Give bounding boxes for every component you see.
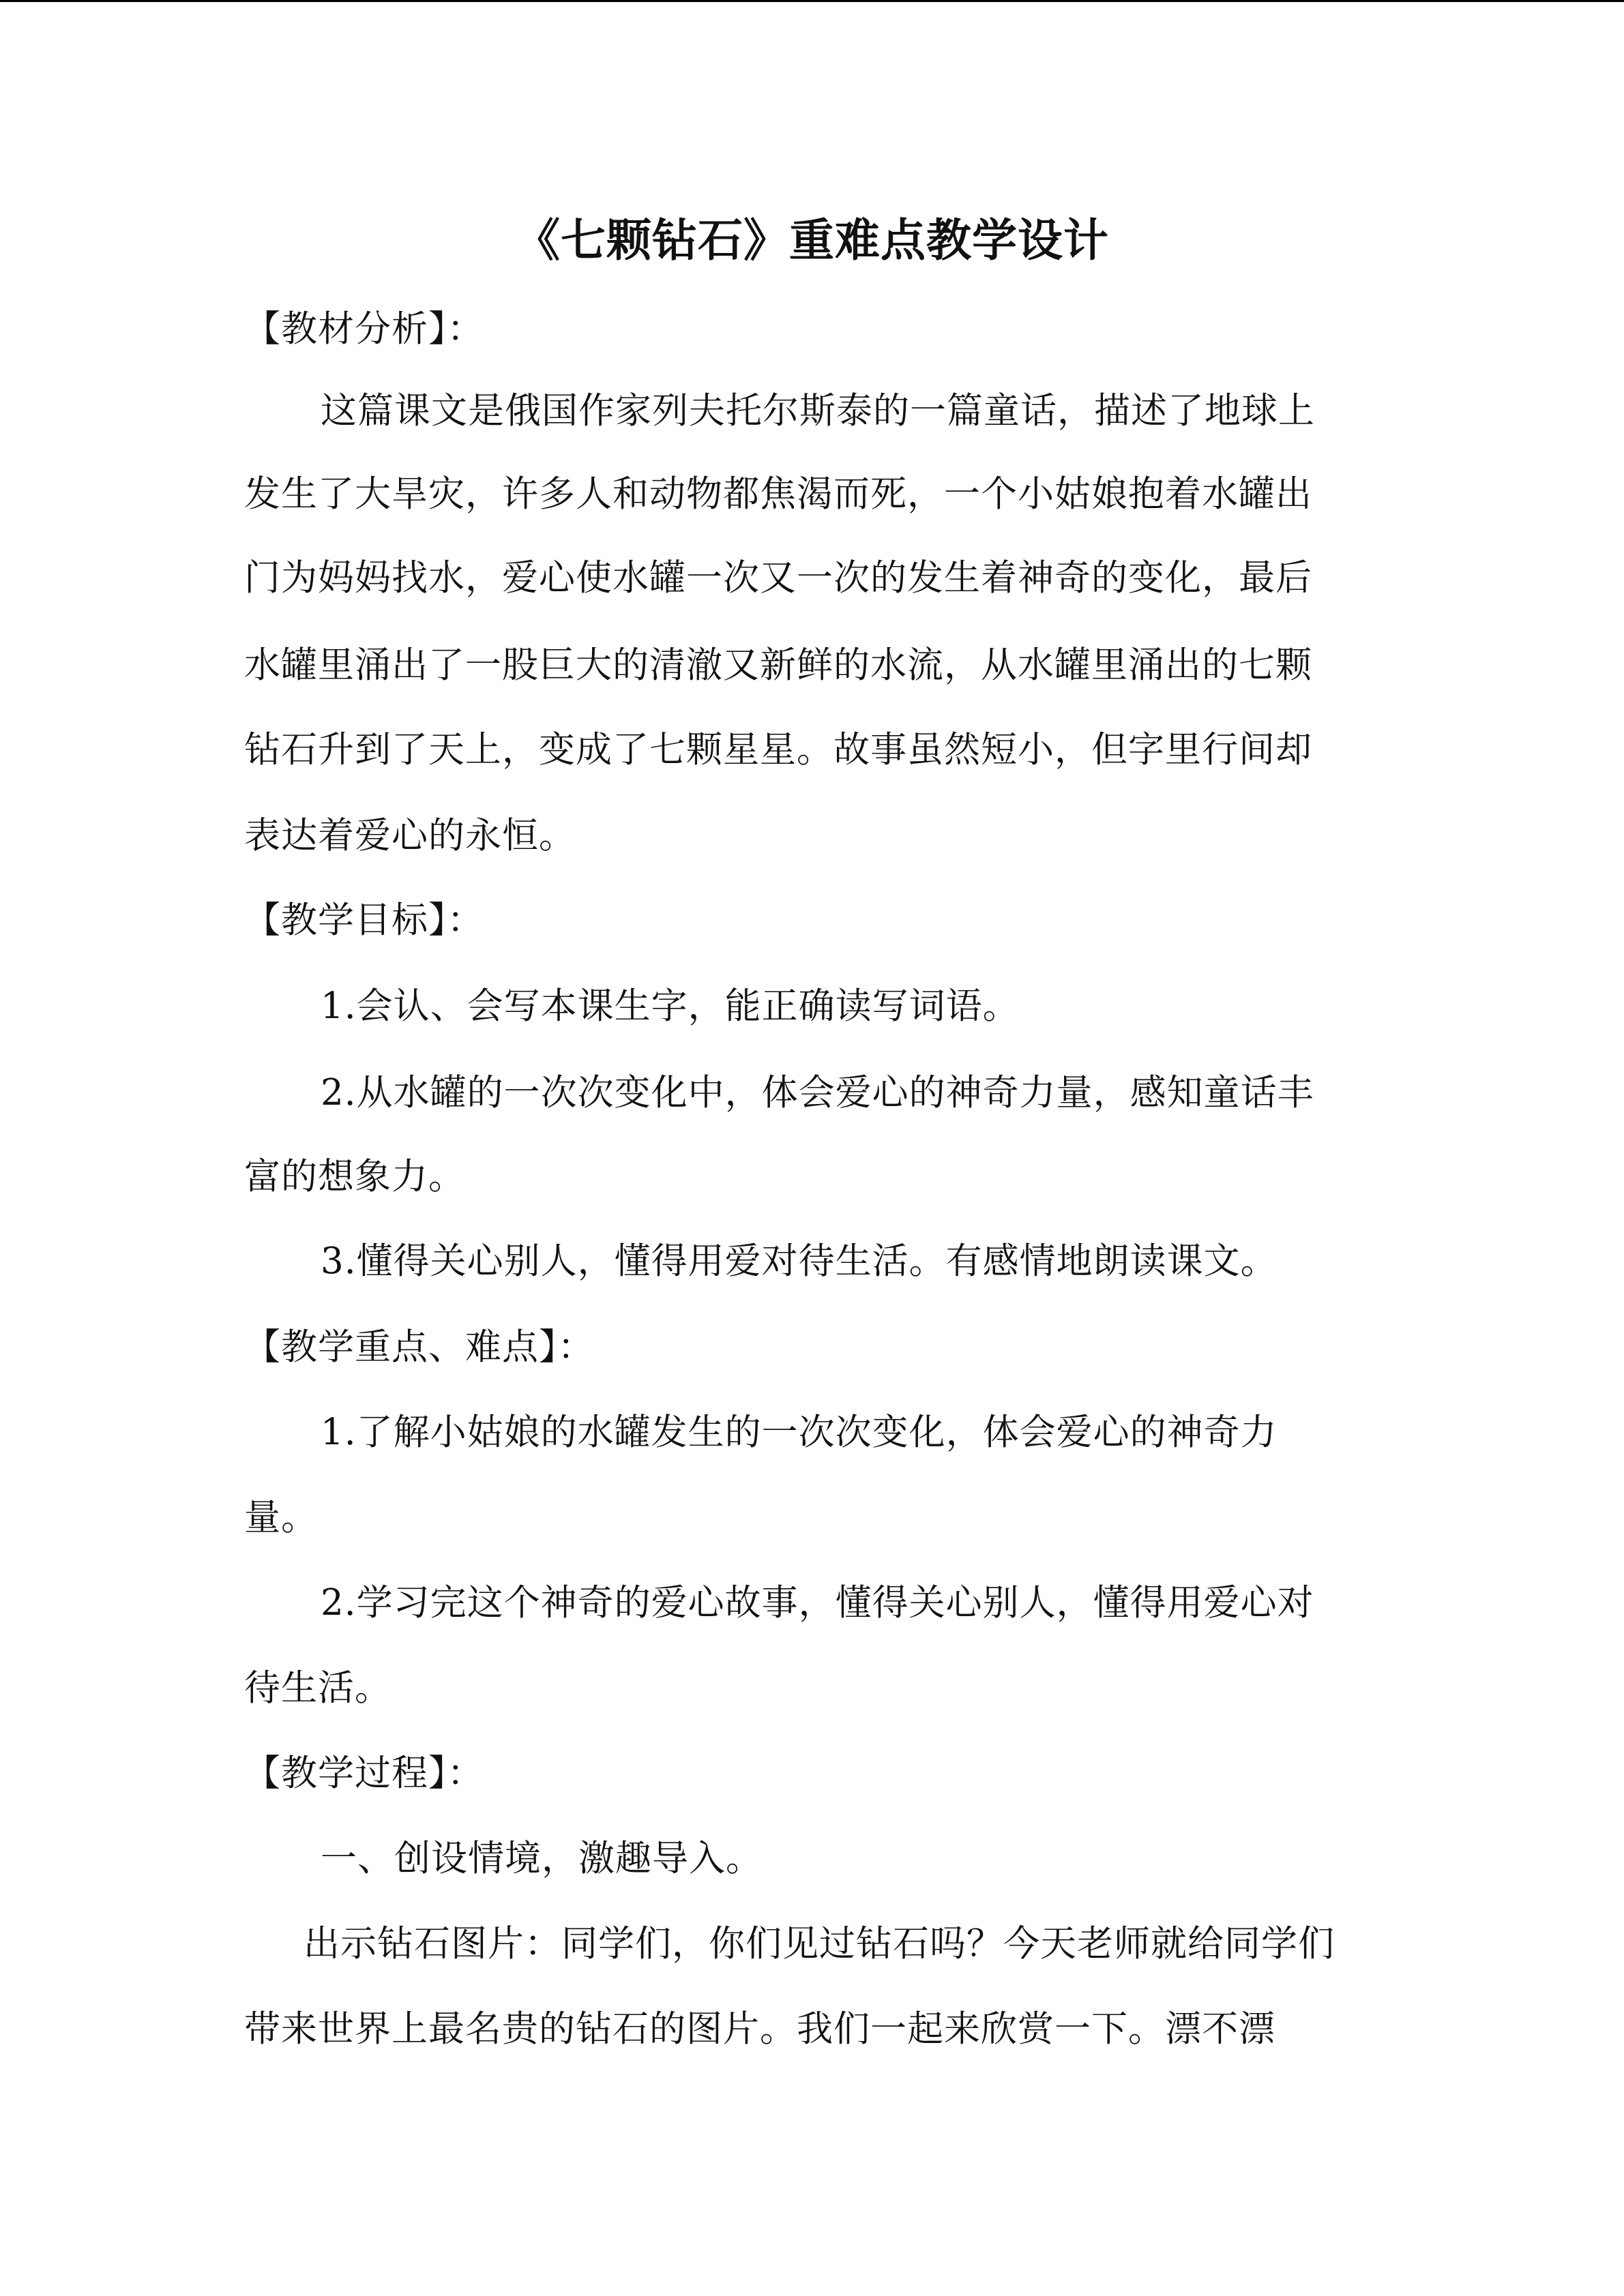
list-item: 2.学习完这个神奇的爱心故事，懂得关心别人，懂得用爱心对 [321, 1582, 1314, 1624]
paragraph-line: 发生了大旱灾，许多人和动物都焦渴而死，一个小姑娘抱着水罐出 [244, 473, 1312, 515]
paragraph-line: 门为妈妈找水，爱心使水罐一次又一次的发生着神奇的变化，最后 [244, 557, 1312, 599]
paragraph-line: 钻石升到了天上，变成了七颗星星。故事虽然短小，但字里行间却 [244, 729, 1312, 771]
paragraph-line: 表达着爱心的永恒。 [244, 815, 576, 856]
section-heading-teaching-process: 【教学过程】： [244, 1753, 484, 1794]
list-item: 2.从水罐的一次次变化中，体会爱心的神奇力量，感知童话丰 [321, 1072, 1314, 1114]
document-title: 《七颗钻石》重难点教学设计 [515, 214, 1109, 267]
list-item-continuation: 富的想象力。 [244, 1156, 465, 1197]
paragraph-line: 出示钻石图片：同学们，你们见过钻石吗？今天老师就给同学们 [304, 1923, 1335, 1965]
paragraph-line: 这篇课文是俄国作家列夫托尔斯泰的一篇童话，描述了地球上 [321, 390, 1315, 432]
section-heading-textbook-analysis: 【教材分析】： [244, 308, 484, 350]
section-heading-key-points: 【教学重点、难点】： [244, 1326, 595, 1368]
subsection-heading: 一、创设情境，激趣导入。 [321, 1838, 763, 1879]
paragraph-line: 水罐里涌出了一股巨大的清澈又新鲜的水流，从水罐里涌出的七颗 [244, 644, 1312, 686]
section-heading-teaching-goals: 【教学目标】： [244, 899, 484, 941]
list-item: 1.会认、会写本课生字，能正确读写词语。 [321, 985, 1020, 1027]
list-item: 3.懂得关心别人，懂得用爱对待生活。有感情地朗读课文。 [321, 1240, 1278, 1282]
list-item-continuation: 量。 [244, 1497, 318, 1538]
list-item-continuation: 待生活。 [244, 1667, 392, 1709]
paragraph-line: 带来世界上最名贵的钻石的图片。我们一起来欣赏一下。漂不漂 [244, 2008, 1275, 2050]
list-item: 1.了解小姑娘的水罐发生的一次次变化，体会爱心的神奇力 [321, 1412, 1278, 1453]
